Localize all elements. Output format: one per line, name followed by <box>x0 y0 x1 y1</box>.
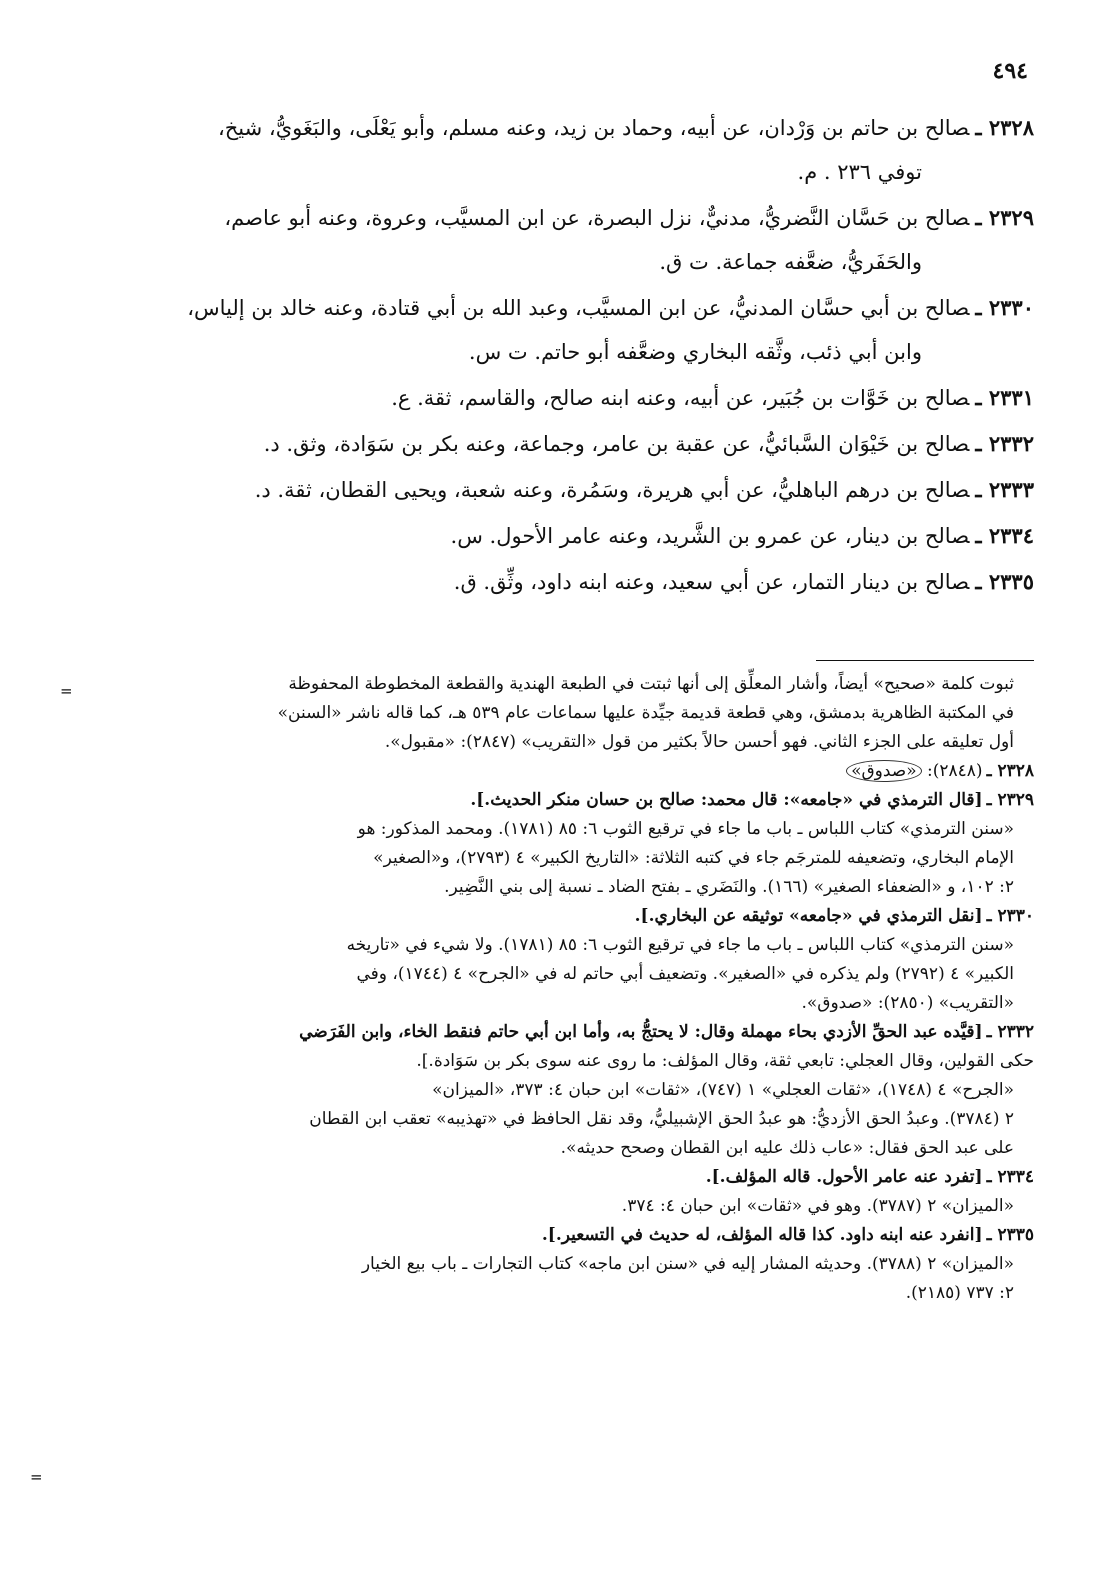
entry-number: ٢٣٣٠ ـ <box>975 295 1034 320</box>
footnote-body-line: ٢: ٧٣٧ (٢١٨٥). <box>905 1283 1014 1303</box>
footnote-head: [قال الترمذي في «جامعه»: قال محمد: صالح بن حسان منكر الحديث.]. <box>470 790 983 810</box>
footnote-body-line: على عبد الحق فقال: «عاب ذلك عليه ابن القطان وصحح حديثه». <box>560 1138 1014 1158</box>
entry-2332 <box>34 422 1034 466</box>
entry-number: ٢٣٣٢ ـ <box>975 431 1034 456</box>
footnote-head: [نقل الترمذي في «جامعه» توثيقه عن البخاري.]. <box>634 906 983 926</box>
entry-2330 <box>34 286 1034 374</box>
entry-text: صالح بن خَيْوَان السَّبائيُّ، عن عقبة بن عامر، وجماعة، وعنه بكر بن سَوَادة، وثق. د. <box>263 432 970 456</box>
footnote-2328 <box>24 757 1034 786</box>
entry-number: ٢٣٣٣ ـ <box>975 477 1034 502</box>
footnote-body-line: «سنن الترمذي» كتاب اللباس ـ باب ما جاء في ترقيع الثوب ٦: ٨٥ (١٧٨١). ومحمد المذكور: هو <box>357 819 1014 839</box>
footnote-intro-line: ثبوت كلمة «صحيح» أيضاً، وأشار المعلِّق إلى أنها ثبتت في الطبعة الهندية والقطعة المخطوطة المحفوظة <box>288 674 1014 694</box>
entry-2328 <box>34 106 1034 194</box>
footnote-body-line: «التقريب» (٢٨٥٠): «صدوق». <box>801 993 1014 1013</box>
footnote-body-line: الكبير» ٤ (٢٧٩٢) ولم يذكره في «الصغير». وتضعيف أبي حاتم له في «الجرح» ٤ (١٧٤٤)، وفي <box>356 964 1014 984</box>
footnote-2329 <box>24 786 1034 815</box>
entry-number: ٢٣٣٤ ـ <box>975 523 1034 548</box>
entry-continuation: والحَفَريُّ، ضعَّفه جماعة. ت ق. <box>659 250 922 274</box>
footnote-body-line: ٢ (٣٧٨٤). وعبدُ الحق الأزديُّ: هو عبدُ الحق الإشبيليُّ، وقد نقل الحافظ في «تهذيبه» تعقب ابن القطان <box>309 1109 1014 1129</box>
circled-annotation: «صدوق» <box>846 760 922 782</box>
entry-text: صالح بن حاتم بن وَرْدان، عن أبيه، وحماد بن زيد، وعنه مسلم، وأبو يَعْلَى، والبَغَويُّ، شيخ، <box>217 116 970 140</box>
entry-2335 <box>34 560 1034 604</box>
footnote-body-line: «الجرح» ٤ (١٧٤٨)، «ثقات العجلي» ١ (٧٤٧)، «ثقات» ابن حبان ٤: ٣٧٣، «الميزان» <box>432 1080 1014 1100</box>
entry-2333 <box>34 468 1034 512</box>
page-number: ٤٩٤ <box>992 58 1028 84</box>
footnote-body-line: «الميزان» ٢ (٣٧٨٨). وحديثه المشار إليه في «سنن ابن ماجه» كتاب التجارات ـ باب بيع الخيار <box>361 1254 1014 1274</box>
footnote-2335 <box>24 1221 1034 1250</box>
footnote-head-line: حكى القولين، وقال العجلي: تابعي ثقة، وقال المؤلف: ما روى عنه سوى بكر بن سَوَادة.]. <box>416 1051 1034 1071</box>
footnote-body-line: الإمام البخاري، وتضعيفه للمترجَم جاء في كتبه الثلاثة: «التاريخ الكبير» ٤ (٢٧٩٣)، و«الصغير» <box>373 848 1014 868</box>
footnote-body-line: «سنن الترمذي» كتاب اللباس ـ باب ما جاء في ترقيع الثوب ٦: ٨٥ (١٧٨١). ولا شيء في «تاريخه <box>346 935 1014 955</box>
footnote-body-line: ٢: ١٠٢، و «الضعفاء الصغير» (١٦٦). والنَضَري ـ بفتح الضاد ـ نسبة إلى بني النَّضِير. <box>444 877 1014 897</box>
continuation-mark-end: = <box>30 1468 43 1486</box>
footnote-head: [تفرد عنه عامر الأحول. قاله المؤلف.]. <box>705 1167 983 1187</box>
entry-number: ٢٣٣١ ـ <box>975 385 1034 410</box>
footnote-body-line: «الميزان» ٢ (٣٧٨٧). وهو في «ثقات» ابن حبان ٤: ٣٧٤. <box>621 1196 1014 1216</box>
entry-2334 <box>34 514 1034 558</box>
footnote-number: ٢٣٣٢ ـ <box>986 1022 1034 1042</box>
entry-text: صالح بن خَوَّات بن جُبَير، عن أبيه، وعنه ابنه صالح، والقاسم، ثقة. ع. <box>391 386 970 410</box>
entry-number: ٢٣٢٩ ـ <box>975 205 1034 230</box>
entry-text: صالح بن دينار، عن عمرو بن الشَّريد، وعنه عامر الأحول. س. <box>450 524 970 548</box>
entry-text: صالح بن أبي حسَّان المدنيُّ، عن ابن المسيَّب، وعبد الله بن أبي قتادة، وعنه خالد بن إلياس، <box>187 296 970 320</box>
footnotes <box>24 670 1034 1308</box>
footnote-intro-line: في المكتبة الظاهرية بدمشق، وهي قطعة قديمة جيِّدة عليها سماعات عام ٥٣٩ هـ، كما قاله ناشر «السنن» <box>277 703 1014 723</box>
footnote-number: ٢٣٢٨ ـ <box>986 761 1034 781</box>
footnote-head: [انفرد عنه ابنه داود. كذا قاله المؤلف، له حديث في التسعير.]. <box>541 1225 983 1245</box>
entry-continuation: توفي ٢٣٦ . م. <box>797 160 922 184</box>
footnote-number: ٢٣٢٩ ـ <box>986 790 1034 810</box>
footnote-intro-line: أول تعليقه على الجزء الثاني. فهو أحسن حالاً بكثير من قول «التقريب» (٢٨٤٧): «مقبول». <box>384 732 1014 752</box>
entry-text: صالح بن دينار التمار، عن أبي سعيد، وعنه ابنه داود، وثِّق. ق. <box>453 570 970 594</box>
entry-text: صالح بن درهم الباهليُّ، عن أبي هريرة، وسَمُرة، وعنه شعبة، ويحيى القطان، ثقة. د. <box>254 478 970 502</box>
footnote-number: ٢٣٣٥ ـ <box>986 1225 1034 1245</box>
footnote-2332 <box>24 1018 1034 1047</box>
footnote-divider <box>816 660 1034 661</box>
main-text <box>34 106 1034 606</box>
footnote-text: (٢٨٤٨): <box>921 761 983 781</box>
entry-number: ٢٣٢٨ ـ <box>975 115 1034 140</box>
entry-text: صالح بن حَسَّان النَّضريُّ، مدنيٌّ، نزل البصرة، عن ابن المسيَّب، وعروة، وعنه أبو عاصم، <box>224 206 970 230</box>
entry-number: ٢٣٣٥ ـ <box>975 569 1034 594</box>
footnote-number: ٢٣٣٠ ـ <box>986 906 1034 926</box>
entry-2331 <box>34 376 1034 420</box>
footnote-2334 <box>24 1163 1034 1192</box>
entry-continuation: وابن أبي ذئب، وثَّقه البخاري وضعَّفه أبو حاتم. ت س. <box>468 340 922 364</box>
footnote-number: ٢٣٣٤ ـ <box>986 1167 1034 1187</box>
entry-2329 <box>34 196 1034 284</box>
footnote-head: [قيَّده عبد الحقِّ الأزدي بحاء مهملة وقال: لا يحتجُّ به، وأما ابن أبي حاتم فنقط الخاء، وابن الفَرَضي <box>299 1022 983 1042</box>
continuation-mark: = <box>60 682 73 700</box>
footnote-2330 <box>24 902 1034 931</box>
